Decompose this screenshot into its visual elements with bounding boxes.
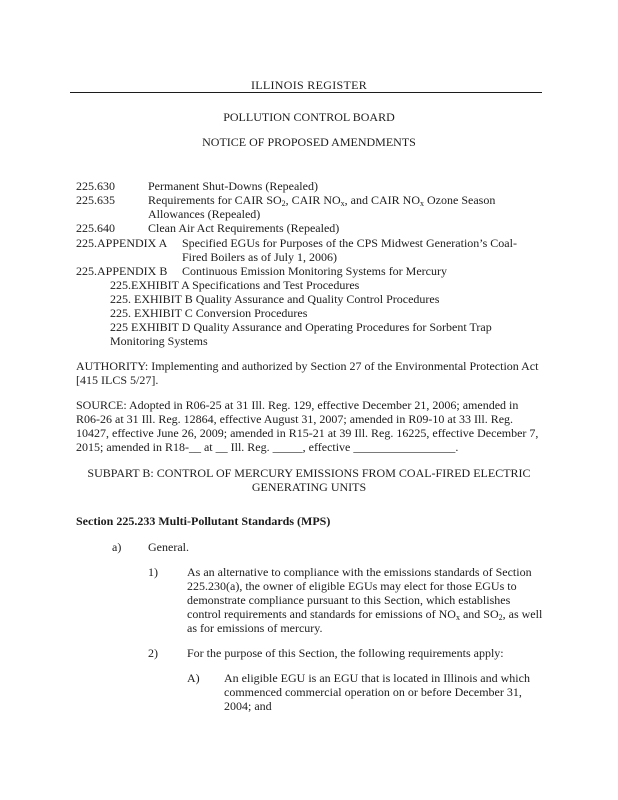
item-line: commenced commercial operation on or before December 31, bbox=[224, 685, 522, 699]
toc-title: Permanent Shut-Downs (Repealed) bbox=[148, 179, 318, 193]
header-rule bbox=[70, 92, 542, 93]
source-line: 10427, effective June 26, 2009; amended in R15-21 at 39 Ill. Reg. 16225, effective December 7, bbox=[76, 426, 539, 440]
register-title: ILLINOIS REGISTER bbox=[250, 78, 368, 92]
toc-number: 225.APPENDIX B bbox=[76, 264, 168, 278]
exhibit-entry-continued: Monitoring Systems bbox=[110, 334, 208, 348]
subpart-heading: SUBPART B: CONTROL OF MERCURY EMISSIONS FROM COAL-FIRED ELECTRIC bbox=[87, 466, 531, 480]
exhibit-entry: 225. EXHIBIT B Quality Assurance and Quality Control Procedures bbox=[110, 292, 440, 306]
exhibit-entry: 225. EXHIBIT C Conversion Procedures bbox=[110, 306, 308, 320]
toc-title: Specified EGUs for Purposes of the CPS Midwest Generation’s Coal- bbox=[182, 236, 517, 250]
paragraph-line: as for emissions of mercury. bbox=[187, 621, 323, 635]
subsection-text: General. bbox=[148, 540, 189, 554]
source-line: R06-26 at 31 Ill. Reg. 12864, effective August 31, 2007; amended in R09-10 at 33 Ill. Reg. bbox=[76, 412, 514, 426]
paragraph-line: control requirements and standards for emissions of $NO_x$ and $SO_2$, as well bbox=[187, 607, 543, 622]
subsection-label: a) bbox=[112, 540, 122, 554]
board-title: POLLUTION CONTROL BOARD bbox=[223, 110, 395, 124]
subpart-heading-continued: GENERATING UNITS bbox=[251, 480, 367, 494]
notice-title: NOTICE OF PROPOSED AMENDMENTS bbox=[202, 135, 416, 149]
toc-number: 225.640 bbox=[76, 221, 115, 235]
toc-number: 225.635 bbox=[76, 193, 115, 207]
toc-title-continued: Allowances (Repealed) bbox=[148, 207, 261, 221]
toc-number: 225.630 bbox=[76, 179, 115, 193]
section-heading: Section 225.233 Multi-Pollutant Standards (MPS) bbox=[76, 514, 331, 528]
item-label: A) bbox=[187, 671, 200, 685]
source-line: 2015; amended in R18-__ at __ Ill. Reg. _____, effective _________________. bbox=[76, 440, 459, 454]
toc-title: Clean Air Act Requirements (Repealed) bbox=[148, 221, 340, 235]
paragraph-label: 1) bbox=[148, 565, 158, 579]
authority-line: AUTHORITY: Implementing and authorized by Section 27 of the Environmental Protection Act bbox=[76, 359, 539, 373]
paragraph-line: As an alternative to compliance with the emissions standards of Section bbox=[187, 565, 532, 579]
toc-title: Continuous Emission Monitoring Systems for Mercury bbox=[182, 264, 447, 278]
paragraph-label: 2) bbox=[148, 646, 158, 660]
paragraph-line: demonstrate compliance pursuant to this Section, which establishes bbox=[187, 593, 511, 607]
exhibit-entry: 225 EXHIBIT D Quality Assurance and Operating Procedures for Sorbent Trap bbox=[110, 320, 492, 334]
item-line: 2004; and bbox=[224, 699, 272, 713]
authority-line: [415 ILCS 5/27]. bbox=[76, 373, 159, 387]
paragraph-line: 225.230(a), the owner of eligible EGUs may elect for those EGUs to bbox=[187, 579, 517, 593]
toc-number: 225.APPENDIX A bbox=[76, 236, 168, 250]
exhibit-entry: 225.EXHIBIT A Specifications and Test Procedures bbox=[110, 278, 360, 292]
source-line: SOURCE: Adopted in R06-25 at 31 Ill. Reg. 129, effective December 21, 2006; amended in bbox=[76, 398, 519, 412]
item-line: An eligible EGU is an EGU that is located in Illinois and which bbox=[224, 671, 530, 685]
toc-title-continued: Fired Boilers as of July 1, 2006) bbox=[182, 250, 337, 264]
toc-title: Requirements for CAIR $SO_2$, CAIR $NO_x$, and CAIR $NO_x$ Ozone Season bbox=[148, 193, 496, 208]
paragraph-line: For the purpose of this Section, the following requirements apply: bbox=[187, 646, 504, 660]
